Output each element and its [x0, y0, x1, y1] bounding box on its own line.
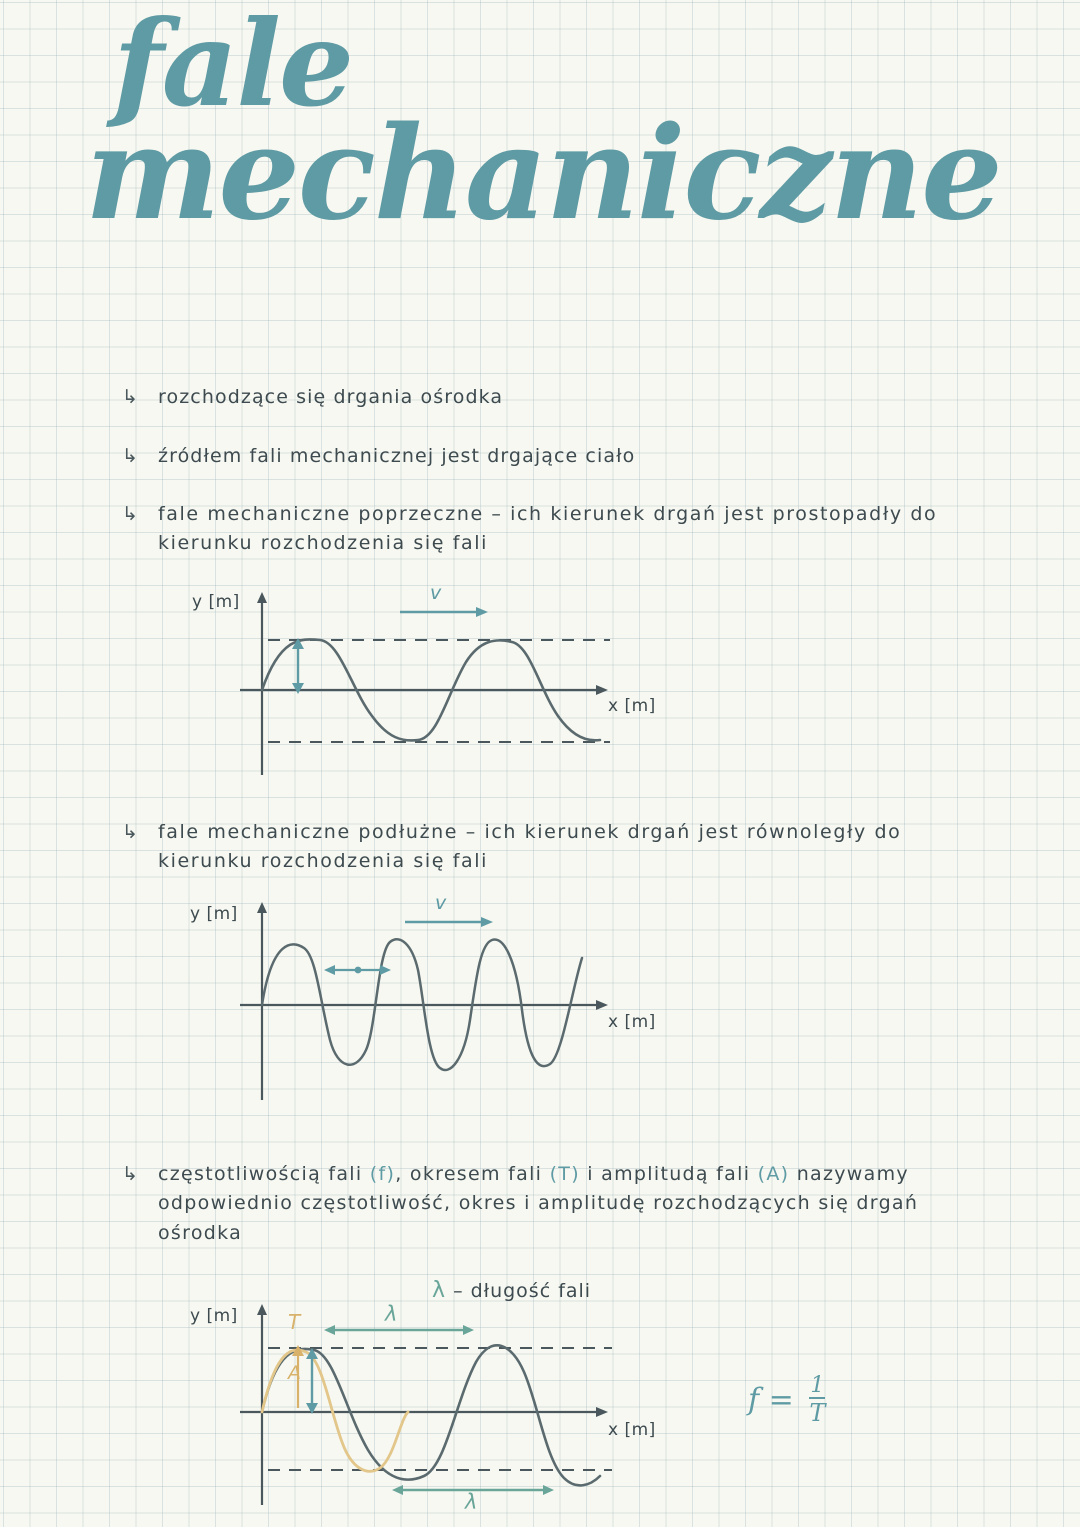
velocity-vector-label-1: v — [430, 582, 442, 604]
note-item-2 — [122, 442, 952, 471]
x-axis-label-2: x [m] — [608, 1012, 656, 1032]
y-axis-label-3: y [m] — [190, 1306, 238, 1326]
formula-lhs: f = — [748, 1382, 794, 1418]
note-text-1: rozchodzące się drgania ośrodka — [158, 386, 504, 408]
arrow-bullet-icon: ↳ — [122, 503, 140, 525]
frequency-formula — [748, 1375, 825, 1428]
transverse-wave-svg — [180, 590, 700, 790]
note-text-3: fale mechaniczne poprzeczne – ich kierunek drgań jest prostopadły do kierunku rozchodzenia się fali — [158, 503, 938, 555]
note-text-5 — [158, 1160, 1002, 1248]
longitudinal-wave-svg — [180, 900, 700, 1115]
formula-fraction — [809, 1375, 825, 1428]
page-title — [85, 0, 1025, 250]
note-text-4: fale mechaniczne podłużne – ich kierunek drgań jest równoległy do kierunku rozchodzenia się fali — [158, 821, 902, 873]
formula-numerator: 1 — [810, 1373, 825, 1398]
wavelength-label-bottom: λ — [465, 1490, 478, 1514]
arrow-bullet-icon: ↳ — [122, 1163, 140, 1185]
note-item-1 — [122, 383, 922, 412]
figure-transverse — [180, 582, 700, 790]
arrow-bullet-icon: ↳ — [122, 445, 140, 467]
y-axis-label-2: y [m] — [190, 904, 238, 924]
note5-part-1: częstotliwością fali — [158, 1163, 370, 1185]
note5-symbol-A: (A) — [757, 1163, 790, 1185]
note-item-4 — [122, 818, 982, 877]
period-label: T — [288, 1310, 301, 1334]
note-item-3 — [122, 500, 952, 559]
wavelength-wave-svg — [180, 1300, 700, 1515]
note5-symbol-f: (f) — [369, 1163, 396, 1185]
note-text-2: źródłem fali mechanicznej jest drgające ciało — [158, 445, 636, 467]
y-axis-label-1: y [m] — [192, 592, 240, 612]
figure-wavelength — [180, 1300, 700, 1515]
wavelength-label-top: λ — [385, 1302, 398, 1326]
figure-longitudinal — [180, 892, 700, 1115]
title-line-2: mechaniczne — [85, 99, 1001, 250]
note5-part-5: i amplitudą fali — [579, 1163, 758, 1185]
lambda-symbol: λ — [432, 1278, 447, 1303]
velocity-vector-label-2: v — [435, 892, 447, 914]
x-axis-label-3: x [m] — [608, 1420, 656, 1440]
x-axis-label-1: x [m] — [608, 696, 656, 716]
formula-denominator: T — [809, 1399, 826, 1427]
note5-symbol-T: (T) — [549, 1163, 580, 1185]
note5-part-7: nazywamy odpowiednio częstotliwość, okres i amplitudę rozchodzących się drgań ośrodka — [158, 1163, 919, 1244]
wavelength-note-text: – długość fali — [453, 1280, 592, 1302]
arrow-bullet-icon: ↳ — [122, 386, 140, 408]
arrow-bullet-icon: ↳ — [122, 821, 140, 843]
note5-part-3: , okresem fali — [395, 1163, 550, 1185]
amplitude-label: A — [288, 1362, 301, 1384]
note-item-5 — [122, 1160, 1002, 1248]
title-line-1: fale — [113, 0, 353, 133]
